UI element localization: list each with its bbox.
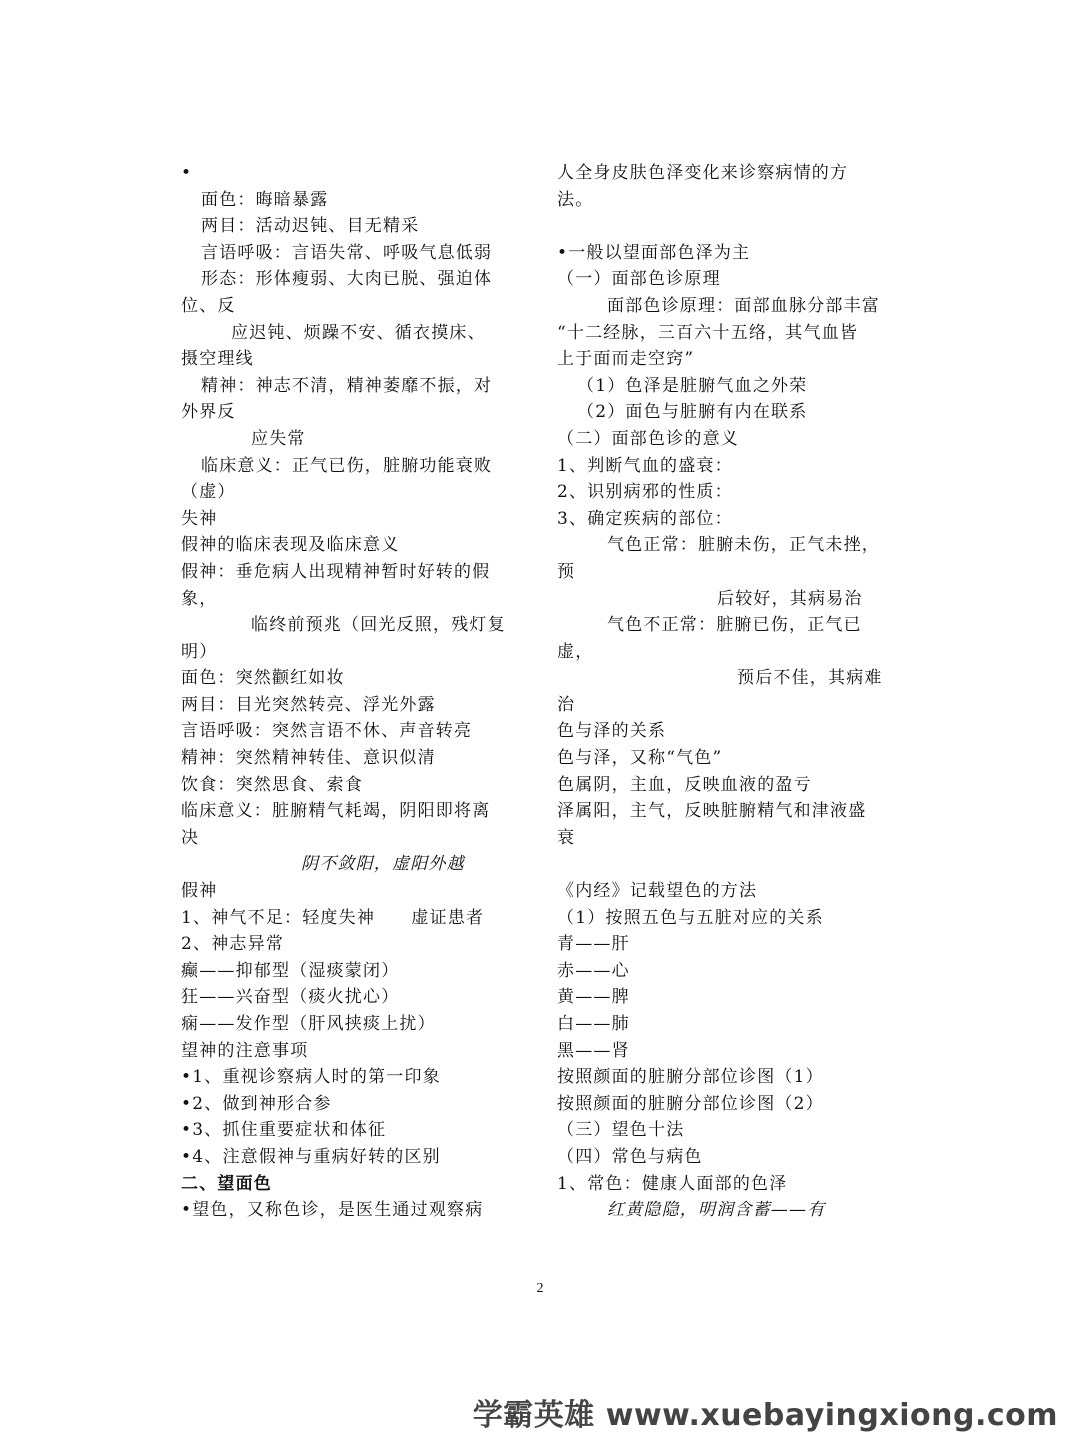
text-line: 饮食：突然思食、索食	[181, 774, 363, 795]
text-line: 色与泽，又称“气色”	[557, 748, 723, 769]
text-line: 2、识别病邪的性质：	[557, 482, 733, 503]
text-line: 两目：活动迟钝、目无精采	[201, 216, 420, 237]
text-line: 面色：晦暗暴露	[201, 189, 329, 210]
bullet-line: •望色，又称色诊，是医生通过观察病	[181, 1200, 484, 1221]
text-line: 面色：突然颧红如妆	[181, 668, 345, 689]
text-line: （1）按照五色与五脏对应的关系	[557, 907, 824, 928]
text-line: 两目：目光突然转亮、浮光外露	[181, 694, 436, 715]
right-column	[557, 160, 902, 1224]
text-line: 青——肝	[557, 934, 630, 955]
text-line: 衰	[557, 827, 576, 848]
text-line: 按照颜面的脏腑分部位诊图（2）	[557, 1093, 824, 1114]
text-line: 1、判断气血的盛衰：	[557, 455, 733, 476]
section-heading: 假神的临床表现及临床意义	[181, 535, 400, 556]
text-line: 白——肺	[557, 1014, 630, 1034]
text-line: 按照颜面的脏腑分部位诊图（1）	[557, 1067, 824, 1088]
section-heading: （二）面部色诊的意义	[557, 428, 739, 449]
text-line: 言语呼吸：突然言语不休、声音转亮	[181, 721, 473, 742]
text-line: 形态：形体瘦弱、大肉已脱、强迫体	[201, 269, 493, 290]
text-line: 黑——肾	[557, 1040, 630, 1061]
text-line: 假神：垂危病人出现精神暂时好转的假	[181, 561, 491, 582]
text-line: 气色正常：脏腑未伤，正气未挫，	[607, 535, 880, 556]
left-column	[181, 160, 526, 1224]
section-heading: 色与泽的关系	[557, 721, 667, 742]
text-line: 临终前预兆（回光反照，残灯复	[251, 615, 506, 636]
text-line: 临床意义：正气已伤，脏腑功能衰败	[201, 455, 493, 476]
text-line: 狂——兴奋型（痰火扰心）	[181, 987, 400, 1008]
text-line: （2）面色与脏腑有内在联系	[577, 402, 808, 423]
text-line: 决	[181, 827, 200, 848]
text-line: 泽属阳，主气，反映脏腑精气和津液盛	[557, 801, 867, 822]
text-line: 应迟钝、烦躁不安、循衣摸床、	[231, 322, 486, 343]
section-title: 二、望面色	[181, 1173, 272, 1194]
text-line: 预后不佳，其病难	[737, 668, 883, 689]
blank-line	[557, 851, 902, 878]
bullet-line: •一般以望面部色泽为主	[557, 242, 751, 263]
text-line: 治	[557, 694, 576, 715]
section-heading: （一）面部色诊原理	[557, 269, 721, 290]
text-line: 法。	[557, 189, 594, 210]
text-line: 后较好，其病易治	[717, 588, 863, 609]
text-line: 精神：神志不清，精神萎靡不振，对	[201, 375, 493, 396]
section-heading: 失神	[181, 508, 218, 529]
text-line: 上于面而走空窍”	[557, 349, 695, 370]
page-number: 2	[536, 1281, 544, 1296]
text-line: 位、反	[181, 295, 236, 316]
italic-note: 阴不敛阳，虚阳外越	[301, 854, 465, 875]
bullet-line: •4、注意假神与重病好转的区别	[181, 1146, 441, 1167]
bullet-line: •	[181, 163, 193, 183]
text-line: 气色不正常：脏腑已伤，正气已	[607, 615, 862, 636]
section-heading: 假神	[181, 881, 218, 902]
text-line: 临床意义：脏腑精气耗竭，阴阳即将离	[181, 801, 491, 822]
bullet-line: •2、做到神形合参	[181, 1093, 332, 1114]
italic-note: 红黄隐隐，明润含蓄——有	[607, 1200, 826, 1221]
text-line: 外界反	[181, 402, 236, 423]
text-line: “十二经脉，三百六十五络，其气血皆	[557, 322, 859, 343]
text-line: 1、常色：健康人面部的色泽	[557, 1173, 788, 1194]
text-line: 象，	[181, 588, 218, 609]
text-line: 精神：突然精神转佳、意识似清	[181, 748, 436, 769]
text-line: 摄空理线	[181, 349, 254, 370]
text-line: 言语呼吸：言语失常、呼吸气息低弱	[201, 242, 493, 263]
section-heading: （三）望色十法	[557, 1120, 685, 1141]
text-line: 1、神气不足：轻度失神 虚证患者	[181, 907, 485, 928]
text-line: 3、确定疾病的部位：	[557, 508, 733, 529]
text-line: 人全身皮肤色泽变化来诊察病情的方	[557, 163, 849, 183]
blank-line	[557, 213, 902, 240]
text-line: 赤——心	[557, 960, 630, 981]
text-line: 色属阴，主血，反映血液的盈亏	[557, 774, 812, 795]
bullet-line: •3、抓住重要症状和体征	[181, 1120, 387, 1141]
text-line: （虚）	[181, 482, 236, 503]
text-line: 应失常	[251, 428, 306, 449]
text-line: 癫——抑郁型（湿痰蒙闭）	[181, 960, 400, 981]
text-line: 痫——发作型（肝风挟痰上扰）	[181, 1014, 436, 1034]
text-line: （1）色泽是脏腑气血之外荣	[577, 375, 808, 396]
section-heading: 望神的注意事项	[181, 1040, 309, 1061]
text-line: 面部色诊原理：面部血脉分部丰富	[607, 295, 880, 316]
watermark: 学霸英雄 www.xuebayingxiong.com	[472, 1398, 1058, 1433]
section-heading: （四）常色与病色	[557, 1146, 703, 1167]
text-line: 明）	[181, 641, 218, 662]
bullet-line: •1、重视诊察病人时的第一印象	[181, 1067, 441, 1088]
text-line: 预	[557, 561, 576, 582]
text-line: 2、神志异常	[181, 934, 285, 955]
text-line: 黄——脾	[557, 987, 630, 1008]
text-line: 虚，	[557, 641, 594, 662]
section-heading: 《内经》记载望色的方法	[557, 881, 758, 902]
